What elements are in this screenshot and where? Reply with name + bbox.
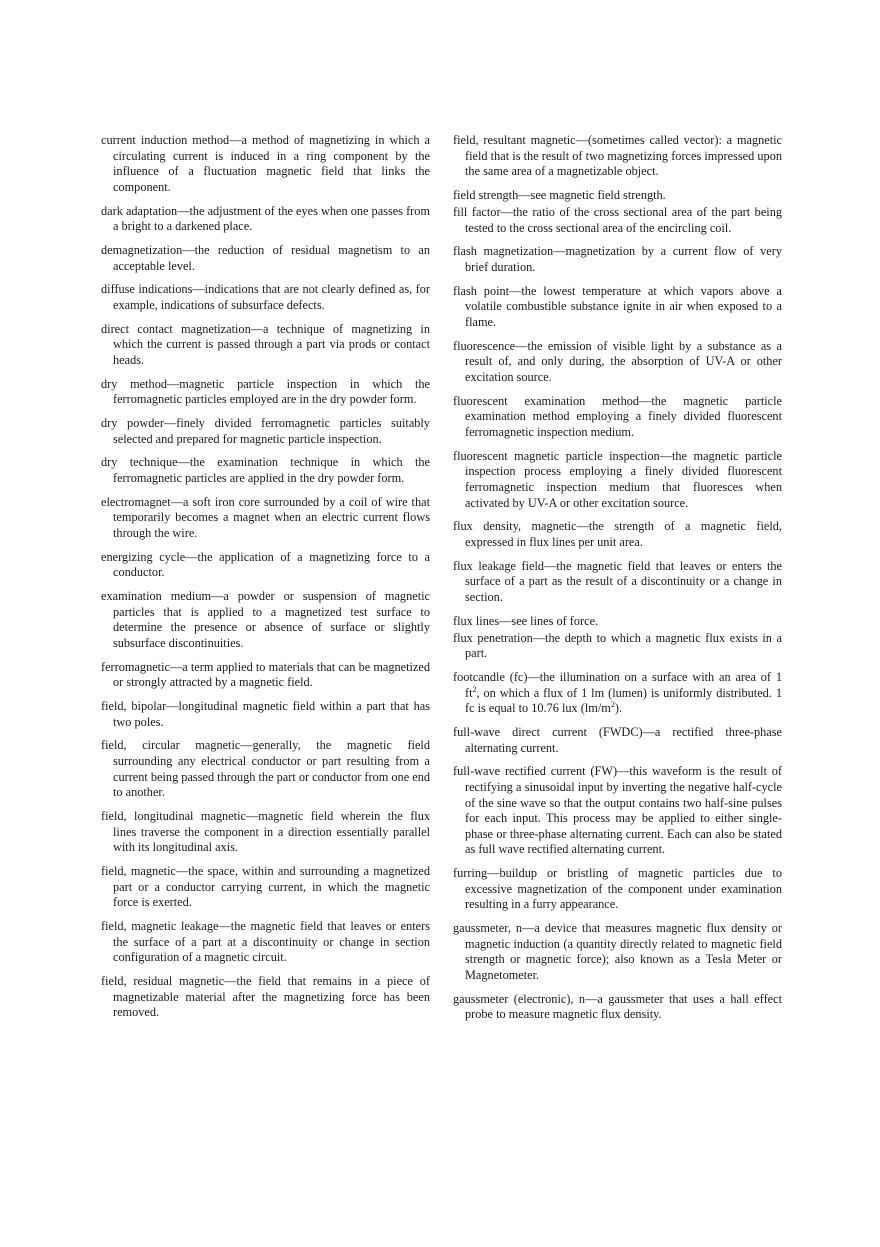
entry-term: fluorescence xyxy=(453,338,516,353)
em-dash: — xyxy=(576,519,589,534)
entry-definition: see lines of force. xyxy=(511,613,599,628)
entry-definition: the ratio of the cross sectional area of the part being tested to the cross sectional area of the encircling coil. xyxy=(465,205,783,235)
entry-term: fluorescent examination method xyxy=(453,393,640,408)
em-dash: — xyxy=(575,133,588,147)
em-dash: — xyxy=(500,205,513,220)
entry-term: demagnetization xyxy=(101,242,183,257)
entry-definition: a gaussmeter that uses a hall effect probe to measure magnetic flux density. xyxy=(465,991,783,1022)
glossary-entry xyxy=(101,864,430,911)
entry-term: dry powder xyxy=(101,416,164,431)
entry-term: direct contact magnetization xyxy=(101,321,251,336)
entry-definition: the examination technique in which the ferromagnetic particles are applied in the dry powder form. xyxy=(113,455,430,485)
glossary-entry xyxy=(453,205,782,236)
entry-term: dry technique xyxy=(101,455,178,470)
em-dash: — xyxy=(177,203,190,218)
em-dash: — xyxy=(499,613,512,628)
entry-definition: the emission of visible light by a substance as a result of, and only during, the absorption of UV-A or other excitation source. xyxy=(465,338,782,384)
em-dash: — xyxy=(518,187,531,202)
entry-term: full-wave direct current (FWDC) xyxy=(453,725,643,740)
entry-term: field, bipolar xyxy=(101,699,167,714)
entry-term: fluorescent magnetic particle inspection xyxy=(453,448,660,463)
glossary-entry xyxy=(101,377,430,408)
entry-term: field, magnetic xyxy=(101,863,176,878)
em-dash: — xyxy=(185,549,198,564)
em-dash: — xyxy=(642,725,655,740)
entry-definition: a soft iron core surrounded by a coil of wire that temporarily becomes a magnet when an electric current flows through the wire. xyxy=(113,494,430,540)
em-dash: — xyxy=(509,283,522,298)
entry-term: flux leakage field xyxy=(453,558,545,573)
em-dash: — xyxy=(170,494,183,509)
glossary-entry xyxy=(453,670,782,717)
glossary-entry xyxy=(453,866,782,913)
em-dash: — xyxy=(250,321,264,336)
entry-definition: the lowest temperature at which vapors above a volatile combustible substance ignite in air when exposed to a flame. xyxy=(465,283,782,329)
entry-definition: generally, the magnetic field surrounding any electrical conductor or part resulting from a current being passed through the part or conductor from one end to another. xyxy=(113,738,430,800)
entry-definition: magnetic field wherein the flux lines traverse the component in a direction essentially parallel with its longitudinal axis. xyxy=(113,809,430,855)
glossary-entry xyxy=(101,322,430,369)
glossary-entry xyxy=(453,725,782,756)
entry-definition: finely divided ferromagnetic particles suitably selected and prepared for magnetic particle inspection. xyxy=(113,416,430,446)
entry-term: footcandle (fc) xyxy=(453,670,528,685)
entry-definition: indications that are not clearly defined as, for example, indications of subsurface defects. xyxy=(113,282,430,312)
glossary-entry xyxy=(101,550,430,581)
entry-term: dry method xyxy=(101,376,167,391)
entry-definition: a rectified three-phase alternating current. xyxy=(465,725,782,755)
em-dash: — xyxy=(177,455,190,470)
glossary-entry xyxy=(453,614,782,630)
entry-term: flux density, magnetic xyxy=(453,519,577,534)
glossary-entry xyxy=(101,919,430,966)
entry-definition: the depth to which a magnetic flux exists in a part. xyxy=(465,630,782,661)
glossary-entry xyxy=(453,764,782,858)
glossary-entry xyxy=(453,188,782,204)
entry-term: examination medium xyxy=(101,589,212,604)
em-dash: — xyxy=(169,659,183,674)
entry-term: flash point xyxy=(453,283,510,298)
glossary-entry xyxy=(453,921,782,983)
em-dash: — xyxy=(553,244,566,259)
superscript: 2 xyxy=(610,700,615,710)
entry-term: gaussmeter, n xyxy=(453,921,523,936)
entry-term: diffuse indications xyxy=(101,282,193,297)
em-dash: — xyxy=(163,416,177,431)
entry-term: electromagnet xyxy=(101,494,171,509)
glossary-entry xyxy=(453,339,782,386)
glossary-entry xyxy=(453,284,782,331)
definition-text: , on which a flux of 1 lm (lumen) is uniformly distributed. 1 fc is equal to 10.76 lux (lm/m xyxy=(465,685,782,716)
em-dash: — xyxy=(639,393,652,408)
glossary-entry xyxy=(101,738,430,800)
entry-term: fill factor xyxy=(453,205,501,220)
em-dash: — xyxy=(182,242,195,257)
em-dash: — xyxy=(585,991,598,1006)
em-dash: — xyxy=(218,918,231,933)
em-dash: — xyxy=(166,699,179,714)
superscript: 2 xyxy=(472,684,477,694)
em-dash: — xyxy=(240,738,253,753)
entry-term: full-wave rectified current (FW) xyxy=(453,764,618,779)
entry-term: field, longitudinal magnetic xyxy=(101,809,246,823)
entry-term: field strength xyxy=(453,187,519,202)
entry-definition: buildup or bristling of magnetic particles due to excessive magnetization of the component under examination resulting in a furry appearance. xyxy=(465,866,782,912)
entry-term: ferromagnetic xyxy=(101,659,170,674)
glossary-entry xyxy=(101,243,430,274)
right-column xyxy=(453,133,782,1031)
glossary-entry xyxy=(453,992,782,1023)
glossary-entry xyxy=(101,589,430,651)
entry-definition: this waveform is the result of rectifying a sinusoidal input by inverting the negative half-cycle of the sine wave so that the output contains two half-sine pulses for each input. This process may be applied to either single-phase or three-phase alternating current. Each can also be stated as full wave rectified alternating current. xyxy=(465,764,782,857)
entry-term: field, resultant magnetic xyxy=(453,133,576,147)
em-dash: — xyxy=(544,558,557,573)
entry-term: flux lines xyxy=(453,613,500,628)
entry-term: dark adaptation xyxy=(101,203,178,218)
glossary-entry xyxy=(453,449,782,511)
em-dash: — xyxy=(211,589,224,604)
glossary-entry xyxy=(101,660,430,691)
entry-definition: a term applied to materials that can be magnetized or strongly attracted by a magnetic field. xyxy=(113,659,430,690)
entry-definition: the magnetic field that leaves or enters the surface of a part at a discontinuity or change in section configuration of a magnetic circuit. xyxy=(113,918,430,965)
glossary-entry xyxy=(453,559,782,606)
em-dash: — xyxy=(659,448,672,463)
em-dash: — xyxy=(532,630,546,645)
em-dash: — xyxy=(617,764,630,779)
em-dash: — xyxy=(229,133,242,147)
entry-term: flux penetration xyxy=(453,630,533,645)
entry-definition: the magnetic particle inspection process employing a finely divided fluorescent ferromagnetic inspection medium that fluoresces when activated by UV-A or other excitation source. xyxy=(465,448,782,510)
entry-term: field, circular magnetic xyxy=(101,738,241,753)
entry-definition: a technique of magnetizing in which the current is passed through a part via prods or contact heads. xyxy=(113,321,430,367)
glossary-entry xyxy=(101,974,430,1021)
entry-definition: the magnetic particle examination method employing a finely divided fluorescent ferromagnetic inspection medium. xyxy=(465,393,782,439)
em-dash: — xyxy=(515,338,528,353)
glossary-entry xyxy=(453,394,782,441)
entry-term: current induction method xyxy=(101,133,230,147)
entry-definition: the field that remains in a piece of magnetizable material after the magnetizing force has been removed. xyxy=(113,973,430,1020)
em-dash: — xyxy=(527,670,540,685)
glossary-entry xyxy=(101,282,430,313)
left-column xyxy=(101,133,430,1029)
glossary-entry xyxy=(101,455,430,486)
entry-definition: a device that measures magnetic flux density or magnetic induction (a quantity directly related to magnetic field strength or magnetic force); also known as a Tesla Meter or Magnetometer. xyxy=(465,921,783,982)
entry-definition: magnetic particle inspection in which the ferromagnetic particles employed are in the dry powder form. xyxy=(113,376,430,407)
em-dash: — xyxy=(224,973,237,988)
entry-term: field, residual magnetic xyxy=(101,973,225,988)
glossary-entry xyxy=(453,519,782,550)
glossary-entry xyxy=(101,204,430,235)
glossary-entry xyxy=(453,244,782,275)
em-dash: — xyxy=(192,282,205,297)
glossary-entry xyxy=(101,699,430,730)
entry-definition: a method of magnetizing in which a circulating current is induced in a ring component by the influence of a fluctuation magnetic field that links the component. xyxy=(113,133,430,194)
entry-definition: the strength of a magnetic field, expressed in flux lines per unit area. xyxy=(465,519,783,549)
em-dash: — xyxy=(522,921,535,936)
entry-term: energizing cycle xyxy=(101,549,186,564)
entry-term: furring xyxy=(453,866,488,881)
definition-text: the illumination on a surface with an area of 1 ft xyxy=(465,670,783,700)
glossary-entry xyxy=(453,631,782,662)
glossary-entry xyxy=(453,133,782,180)
glossary-entry xyxy=(101,133,430,195)
entry-definition: the reduction of residual magnetism to an acceptable level. xyxy=(113,242,430,273)
entry-definition: a powder or suspension of magnetic particles that is applied to a magnetized test surface to determine the presence or absence of surface or slightly subsurface discontinuities. xyxy=(113,589,430,650)
em-dash: — xyxy=(175,863,189,878)
entry-term: gaussmeter (electronic), n xyxy=(453,991,586,1006)
entry-term: flash magnetization xyxy=(453,244,554,259)
entry-definition: magnetization by a current flow of very brief duration. xyxy=(465,244,782,275)
entry-definition: the space, within and surrounding a magnetized part or a conductor carrying current, in which the magnetic force is exerted. xyxy=(113,863,430,910)
glossary-entry xyxy=(101,809,430,856)
entry-definition: the magnetic field that leaves or enters the surface of a part as the result of a discontinuity or a change in section. xyxy=(465,558,782,604)
entry-term: field, magnetic leakage xyxy=(101,918,219,933)
entry-definition: longitudinal magnetic field within a part that has two poles. xyxy=(113,699,431,729)
glossary-entry xyxy=(101,416,430,447)
em-dash: — xyxy=(167,376,180,391)
entry-definition: the application of a magnetizing force to a conductor. xyxy=(113,549,431,580)
entry-definition: see magnetic field strength. xyxy=(530,187,666,202)
definition-text: ). xyxy=(614,701,623,716)
entry-definition: (sometimes called vector): a magnetic field that is the result of two magnetizing forces impressed upon the same area of a magnetizable object. xyxy=(465,133,783,179)
glossary-entry xyxy=(101,495,430,542)
entry-definition: the adjustment of the eyes when one passes from a bright to a darkened place. xyxy=(113,203,430,234)
em-dash: — xyxy=(245,809,259,823)
em-dash: — xyxy=(487,866,500,881)
